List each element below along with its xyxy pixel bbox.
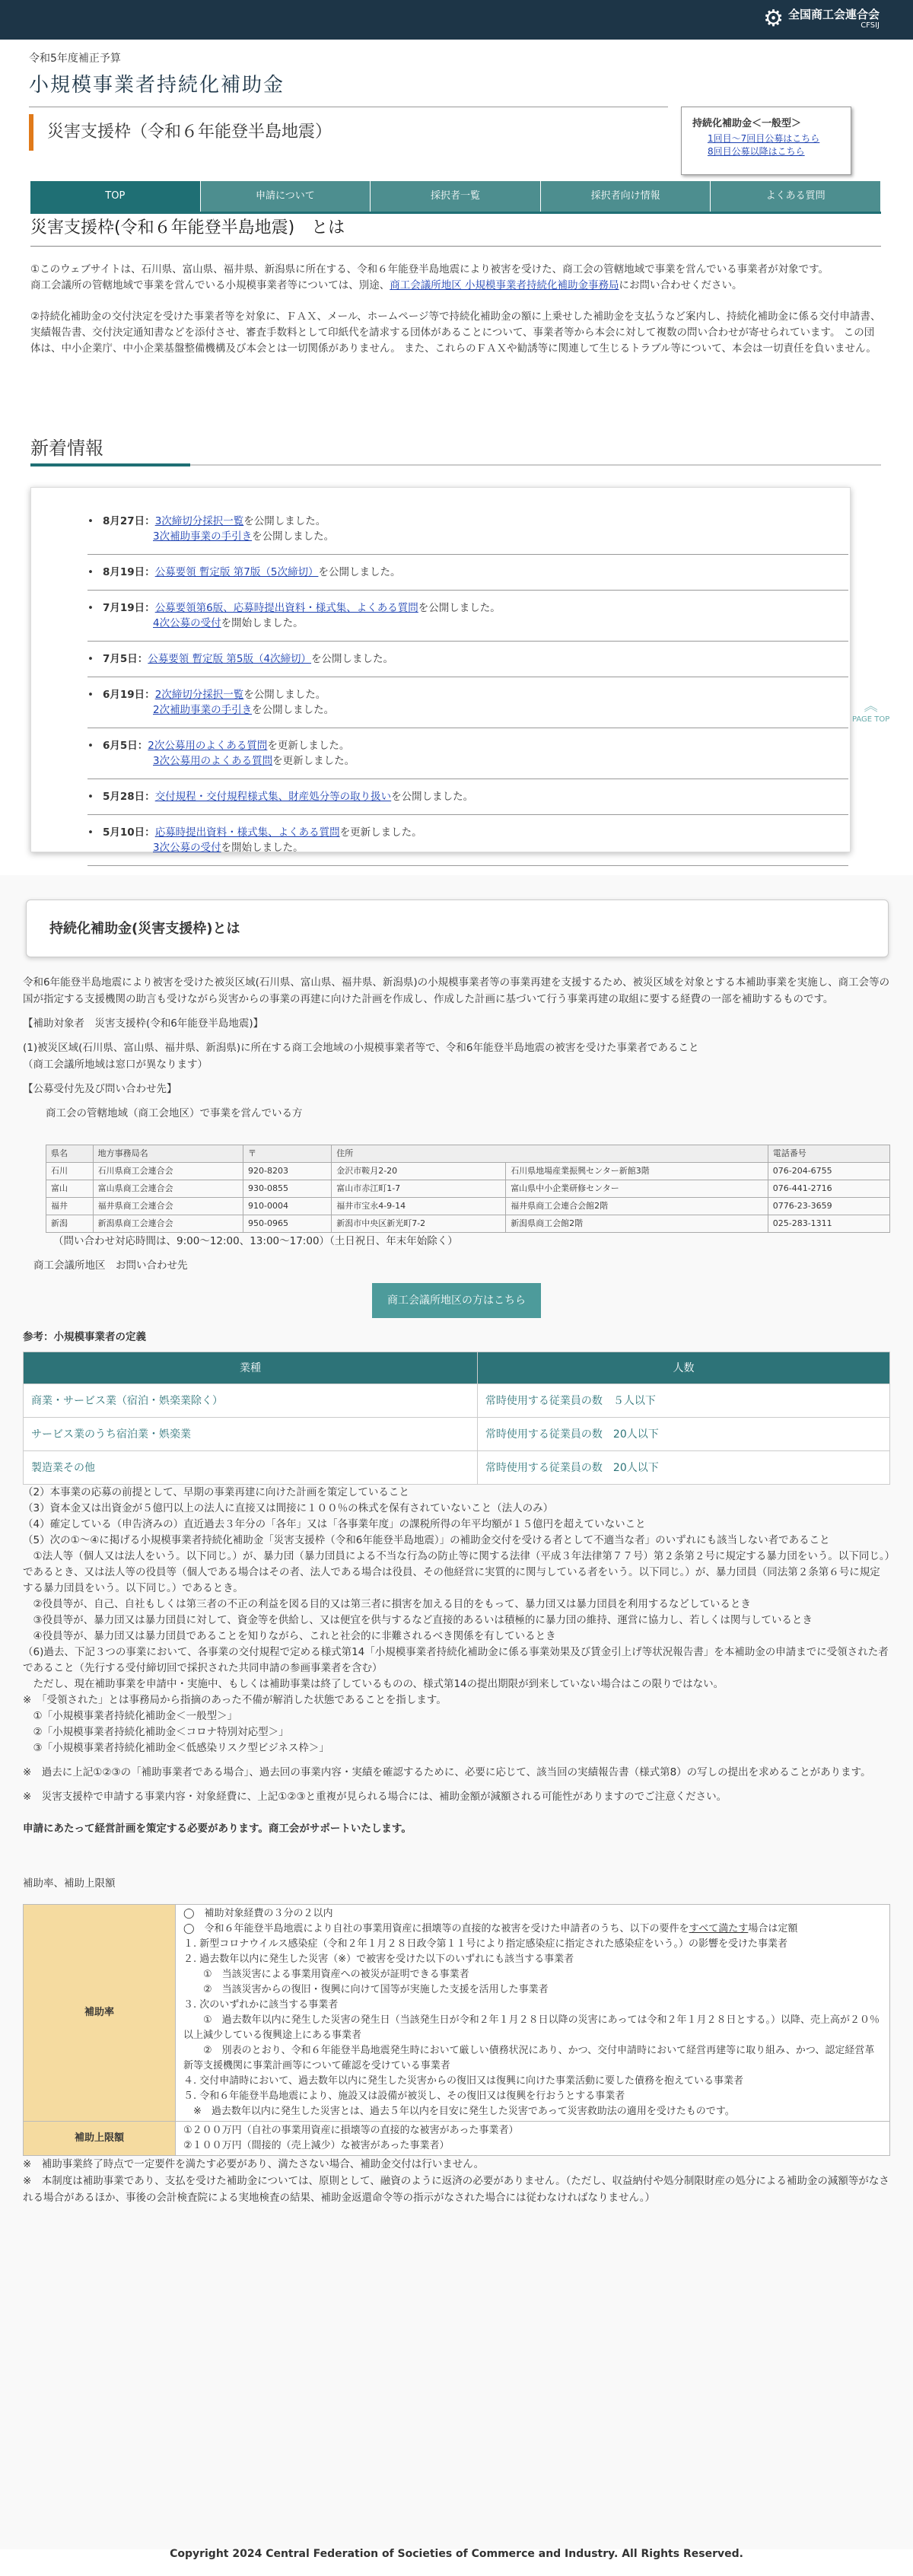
news-link[interactable]: 2次補助事業の手引き [153,704,253,716]
news-item [87,651,848,677]
news-date: 5月28日： [103,791,155,803]
contact-sub: 商工会の管轄地域（商工会地区）で事業を営んでいる方 [46,1107,303,1119]
news-link[interactable]: 4次公募の受付 [153,617,221,629]
news-date: 8月27日： [103,515,155,527]
table-header: 地方事務局名 [93,1145,243,1163]
condition-item: ただし、現在補助事業を申請中・実施中、もしくは補助事業は終了しているものの、様式第14の提出期限が到来していない場合はこの限りではない。 [23,1678,724,1690]
target-1b: （商工会議所地域は窓口が異なります） [23,1059,208,1071]
news-item [87,825,848,866]
news-date: 6月19日： [103,689,155,701]
note-2: ※ 災害支援枠で申請する事業内容・対象経費に、上記①②③と重複が見られる場合には、補助金額が減額される可能性がありますのでご注意ください。 [23,1791,727,1803]
news-link[interactable]: 2次締切分採択一覧 [154,689,244,701]
top-bar [0,0,913,40]
rate-line: ② 当該災害からの復旧・復興に向けて国等が実施した支援を活用した事業者 [183,1984,549,1995]
nav-application[interactable]: 申請について [201,181,371,212]
table-cell: 新潟県商工会連合会 [93,1215,243,1233]
note-1: ※ 過去に上記①②③の「補助事業者である場合」、過去回の事業内容・実績を確認するために、必要に応じて、該当回の実績報告書（様式第8）の写しの提出を求めることがあります。 [23,1766,871,1778]
definition-table [23,1352,890,1485]
about-p1b-pre: 商工会議所の管轄地域で事業を営んでいる小規模事業者等については、別途、 [30,279,390,292]
logo-subtext: CFSIJ [861,21,880,30]
condition-item: （5）次の①〜④に掲げる小規模事業者持続化補助金「災害支援枠（令和6年能登半島地震）」の補助金交付を受ける者として不適当な者」のいずれにも該当しない者であること [23,1534,830,1546]
news-list [87,514,848,866]
nav-underline [30,212,881,214]
contact-table [46,1145,890,1233]
rate-text: 場合は定額 [748,1923,798,1934]
condition-item: （4）確定している（申告済みの）直近過去３年分の「各年」又は「各事業年度」の課税所得の年平均額が１５億円を超えていないこと [23,1518,646,1530]
news-divider [30,464,881,466]
rate-line: ４. 交付申請時において、過去数年以内に発生した災害からの復旧又は復興に向けた事業活動に要した債務を抱えている事業者 [183,2075,744,2087]
news-link[interactable]: 交付規程・交付規程様式集、財産処分等の取り扱い [154,791,392,803]
nav-faq[interactable]: よくある質問 [711,181,881,212]
table-row [24,1418,890,1451]
news-link[interactable]: 3次公募の受付 [153,842,221,854]
cci-office-link[interactable]: 商工会議所地区 小規模事業者持続化補助金事務局 [390,279,619,292]
news-text: を公開しました。 [418,602,501,614]
budget-label: 令和5年度補正予算 [29,53,121,65]
news-link[interactable]: 2次公募用のよくある質問 [148,740,268,752]
condition-item: ③「小規模事業者持続化補助金＜低感染リスク型ビジネス枠＞」 [23,1742,329,1754]
page-title: 小規模事業者持続化補助金 [29,74,285,97]
news-line-2 [103,616,848,631]
table-header: 住所 [332,1145,768,1163]
condition-item: ③役員等が、暴力団又は暴力団員に対して、資金等を供給し、又は便宜を供与するなど直接的あるいは積極的に暴力団の維持、運営に協力し、若しくは関与しているとき [23,1614,813,1626]
table-cell: 金沢市鞍月2-20 [332,1163,506,1180]
cci-button[interactable]: 商工会議所地区の方はこちら [372,1283,541,1318]
table-row [24,1451,890,1485]
rate-line [183,1922,882,1937]
news-item [87,514,848,555]
news-line-2 [103,702,848,718]
cap-line: ②１００万円（間接的（売上減少）な被害があった事業者） [183,2140,450,2151]
table-cell: 新潟市中央区新光町7-2 [332,1215,506,1233]
news-text: を公開しました。 [243,515,326,527]
table-header: 〒 [243,1145,331,1163]
news-text: を公開しました。 [391,791,474,803]
table-cell: 常時使用する従業員の数 20人以下 [477,1418,889,1451]
news-date: 7月5日： [103,653,148,665]
cap-cell [176,2122,890,2156]
general-type-link-1[interactable]: 1回目〜7回目公募はこちら [708,132,820,144]
table-cell: 福井県商工会連合会館2階 [506,1198,768,1215]
table-row [46,1215,890,1233]
table-cell: 石川県地場産業振興センター新館3階 [506,1163,768,1180]
news-item [87,600,848,642]
about-p1-text: ①このウェブサイトは、石川県、富山県、福井県、新潟県に所在する、令和６年能登半島地震により被害を受けた、商工会の管轄地域で事業を営んでいる事業者が対象です。 [30,263,829,276]
target-label: 【補助対象者 災害支援枠(令和6年能登半島地震)】 [23,1017,264,1030]
table-cell: 石川 [46,1163,94,1180]
rate-line: １. 新型コロナウイルス感染症（令和２年１月２８日政令第１１号により指定感染症に指定された感染症をいう。）の影響を受けた事業者 [183,1938,787,1950]
rate-line: ５. 令和６年能登半島地震により、施設又は設備が被災し、その復旧又は復興を行おうとする事業者 [183,2090,625,2102]
table-row [46,1163,890,1180]
table-cell: 025-283-1311 [768,1215,889,1233]
news-text: を更新しました。 [272,755,355,767]
rate-line: ◯ 補助対象経費の３分の２以内 [183,1908,333,1919]
table-cell: 商業・サービス業（宿泊・娯楽業除く） [24,1384,478,1418]
table-cell: 福井県商工会連合会 [93,1198,243,1215]
table-cell: 石川県商工会連合会 [93,1163,243,1180]
cap-header: 補助上限額 [24,2122,176,2156]
table-header-row [46,1145,890,1163]
table-cell: 076-204-6755 [768,1163,889,1180]
table-cell: 富山市赤江町1-7 [332,1180,506,1198]
table-header-row [24,1352,890,1384]
chevron-up-icon: ︽ [864,699,878,715]
about-section [30,215,881,357]
news-link[interactable]: 応募時提出資料・様式集、よくある質問 [154,826,340,839]
table-cell: 910-0004 [243,1198,331,1215]
site-logo[interactable] [763,5,880,32]
table-row [46,1198,890,1215]
about-paragraph-1 [30,262,881,294]
rate-line: ３. 次のいずれかに該当する事業者 [183,1999,339,2011]
news-text: を開始しました。 [221,617,304,629]
table-header: 県名 [46,1145,94,1163]
table-header: 人数 [477,1352,889,1384]
table-cell: 常時使用する従業員の数 20人以下 [477,1451,889,1485]
news-line-2 [103,840,848,855]
news-link[interactable]: 公募要領 暫定版 第7版（5次締切） [154,566,319,578]
page-subtitle: 災害支援枠（令和６年能登半島地震） [29,114,332,151]
rate-label: 補助率、補助上限額 [23,1877,116,1890]
condition-item: ①法人等（個人又は法人をいう。以下同じ。）が、暴力団（暴力団員による不当な行為の防止等に関する法律（平成３年法律第７７号）第２条第２号に規定する暴力団をいう。以下同じ。）であるとき、又は法人等の役員等（個人である場合はその者、法人である場合は役員、その他経営に実質的に関与している者をいう。以下同じ。）が、暴力団員（同法第２条第６号に規定する暴力団員をいう。以下同じ。）であるとき。 [23,1550,890,1594]
news-text: を公開しました。 [318,566,401,578]
news-item [87,565,848,591]
news-heading: 新着情報 [30,438,103,459]
news-link[interactable]: 3次公募用のよくある質問 [153,755,273,767]
rate-emphasis: すべて満たす [689,1923,749,1934]
table-cell: 製造業その他 [24,1451,478,1485]
general-type-title: 持続化補助金＜一般型＞ [692,118,802,129]
news-text: を公開しました。 [243,689,326,701]
news-date: 6月5日： [103,740,148,752]
news-text: を公開しました。 [252,704,335,716]
news-text: を開始しました。 [221,842,304,854]
news-link[interactable]: 3次補助事業の手引き [153,530,253,543]
cci-label: 商工会議所地区 お問い合わせ先 [33,1259,188,1272]
rate-line: ① 当該災害による事業用資産への被災が証明できる事業者 [183,1969,469,1980]
page-top-button[interactable] [852,700,889,726]
rate-table [23,1904,890,2156]
news-item [87,687,848,728]
detail-intro: 令和6年能登半島地震により被害を受けた被災区域(石川県、富山県、福井県、新潟県)の小規模事業者等の事業再建を支援するため、被災区域を対象とする本補助事業を実施し、商工会等の国が指定する支援機関の助言も受けながら災害からの事業の再建に向けた計画を作成し、作成した計画に基づいて行う事業再建の取組に要する経費の一部を補助するものです。 [23,976,890,1005]
rate-line: ② 別表のとおり、令和６年能登半島地震発生時において厳しい債務状況にあり、かつ、交付申請時において経営再建等に取り組み、かつ、認定経営革新等支援機関に事業計画等について確認を受けている事業者 [183,2045,875,2071]
table-cell: 福井 [46,1198,94,1215]
table-cell: サービス業のうち宿泊業・娯楽業 [24,1418,478,1451]
news-date: 8月19日： [103,566,155,578]
news-item [87,738,848,779]
footer-copyright: Copyright 2024 Central Federation of Societies of Commerce and Industry. All Rights Reserved. [170,2548,743,2560]
general-type-link-2[interactable]: 8回目公募以降はこちら [708,145,805,157]
table-cell: 富山県中小企業研修センター [506,1180,768,1198]
table-cell: 950-0965 [243,1215,331,1233]
page-top-label: PAGE TOP [852,715,890,724]
contact-label: 【公募受付先及び問い合わせ先】 [23,1083,177,1095]
news-link[interactable]: 公募要領 暫定版 第5版（4次締切） [148,653,312,665]
news-link[interactable]: 3次締切分採択一覧 [154,515,244,527]
table-row [24,1905,890,2122]
table-cell: 新潟 [46,1215,94,1233]
rate-cell [176,1905,890,2122]
rate-text: ◯ 令和６年能登半島地震により自社の事業用資産に損壊等の直接的な被害を受けた申請者のうち、以下の要件を [183,1923,689,1934]
table-cell: 新潟県商工会館2階 [506,1215,768,1233]
condition-item: ※ 「受領された」とは事務局から指摘のあった不備が解消した状態であることを指します。 [23,1694,447,1706]
detail-heading: 持続化補助金(災害支援枠)とは [26,900,889,957]
news-line-2 [103,529,848,544]
condition-item: （2）本事業の応募の前提として、早期の事業再建に向けた計画を策定していること [23,1486,409,1498]
news-text: を更新しました。 [267,740,350,752]
cap-line: ①２００万円（自社の事業用資産に損壊等の直接的な被害があった事業者） [183,2125,519,2136]
rate-line: ※ 過去数年以内に発生した災害とは、過去５年以内を目安に発生した災害であって災害救助法の適用を受けたものです。 [183,2106,735,2117]
definition-label: 参考：小規模事業者の定義 [23,1331,146,1343]
table-cell: 0776-23-3659 [768,1198,889,1215]
table-cell: 930-0855 [243,1180,331,1198]
table-cell: 076-441-2716 [768,1180,889,1198]
detail-content [23,974,890,2206]
news-text: を公開しました。 [311,653,394,665]
table-cell: 920-8203 [243,1163,331,1180]
news-link[interactable]: 公募要領第6版、応募時提出資料・様式集、よくある質問 [154,602,418,614]
nav-adopted-list[interactable]: 採択者一覧 [371,181,541,212]
rate-header: 補助率 [24,1905,176,2122]
logo-text: 全国商工会連合会 [787,8,880,21]
conditions-list [23,1485,890,1756]
news-text: を更新しました。 [339,826,422,839]
news-date: 7月19日： [103,602,155,614]
table-row [46,1180,890,1198]
news-text: を公開しました。 [252,530,335,543]
foot-note: ※ 補助事業終了時点で一定要件を満たす必要があり、満たさない場合、補助金交付は行いません。 [23,2158,485,2170]
plan-note: 申請にあたって経営計画を策定する必要があります。商工会がサポートいたします。 [23,1823,412,1835]
table-cell: 富山県商工会連合会 [93,1180,243,1198]
foot-note: ※ 本制度は補助事業であり、支払を受けた補助金については、原則として、融資のように返済の必要がありません。（ただし、収益納付や処分制限財産の処分による補助金の減額等がなされる場合があるほか、事後の会計検査院による実地検査の結果、補助金返還命令等の指示がなされた場合には従わなければなりません。） [23,2175,889,2204]
about-p1b-post: にお問い合わせください。 [619,279,743,292]
news-box [30,487,851,852]
news-date: 5月10日： [103,826,155,839]
table-cell: 福井市宝永4-9-14 [332,1198,506,1215]
table-cell: 富山 [46,1180,94,1198]
table-header: 業種 [24,1352,478,1384]
table-row [24,1384,890,1418]
table-header: 電話番号 [768,1145,889,1163]
table-row [24,2122,890,2156]
news-line-2 [103,753,848,769]
table-cell: 常時使用する従業員の数 ５人以下 [477,1384,889,1418]
condition-item: （6)過去、下記３つの事業において、各事業の交付規程で定める様式第14「小規模事業者持続化補助金に係る事業効果及び賃金引上げ等状況報告書」を本補助金の申請までに受領された者であること（先行する受付締切回で採択された共同申請の参画事業者を含む） [23,1646,889,1674]
target-1: (1)被災区域(石川県、富山県、福井県、新潟県)に所在する商工会地域の小規模事業者等で、令和6年能登半島地震の被害を受けた事業者であること [23,1042,699,1054]
about-heading: 災害支援枠(令和６年能登半島地震) とは [30,215,881,247]
nav-adopted-info[interactable]: 採択者向け情報 [541,181,711,212]
news-item [87,789,848,815]
general-type-box [681,107,851,175]
condition-item: （3）資本金又は出資金が５億円以上の法人に直接又は間接に１００％の株式を保有されていないこと（法人のみ） [23,1502,554,1514]
rate-line: ① 過去数年以内に発生した災害の発生日（当該発生日が令和２年１月２８日以降の災害にあっては令和２年１月２８日とする。）以降、売上高が２０％以上減少している復興途上にある事業者 [183,2014,880,2041]
condition-item: ②「小規模事業者持続化補助金＜コロナ特別対応型＞」 [23,1726,289,1738]
condition-item: ④役員等が、暴力団又は暴力団員であることを知りながら、これと社会的に非難されるべき関係を有しているとき [23,1630,556,1642]
nav-top[interactable]: TOP [30,181,201,212]
condition-item: ①「小規模事業者持続化補助金＜一般型＞」 [23,1710,238,1722]
contact-hours: （問い合わせ対応時間は、9:00〜12:00、13:00〜17:00）（土日祝日、年末年始除く） [53,1235,458,1247]
gear-logo-icon: ⚙ [763,5,784,32]
about-paragraph-2: ②持続化補助金の交付決定を受けた事業者等を対象に、ＦＡＸ、メール、ホームページ等で持続化補助金の額に上乗せした補助金を支払うなど案内し、持続化補助金に係る交付申請書、実績報告書、交付決定通知書などを添付させ、審査手数料として印紙代を請求する団体があることについて、事業者等から本会に対して複数の問い合わせが寄せられています。 この団体は、中小企業庁、中小企業基盤整備機構及び本会とは一切関係がありません。 また、これらのＦＡＸや勧誘等に関連して生じるトラブル等について、本会は一切責任を負いません。 [30,310,881,355]
main-nav [30,181,881,212]
condition-item: ②役員等が、自己、自社もしくは第三者の不正の利益を図る目的又は第三者に損害を加える目的をもって、暴力団又は暴力団員を利用するなどしているとき [23,1598,751,1610]
rate-line: ２. 過去数年以内に発生した災害（※）で被害を受けた以下のいずれにも該当する事業者 [183,1953,574,1965]
